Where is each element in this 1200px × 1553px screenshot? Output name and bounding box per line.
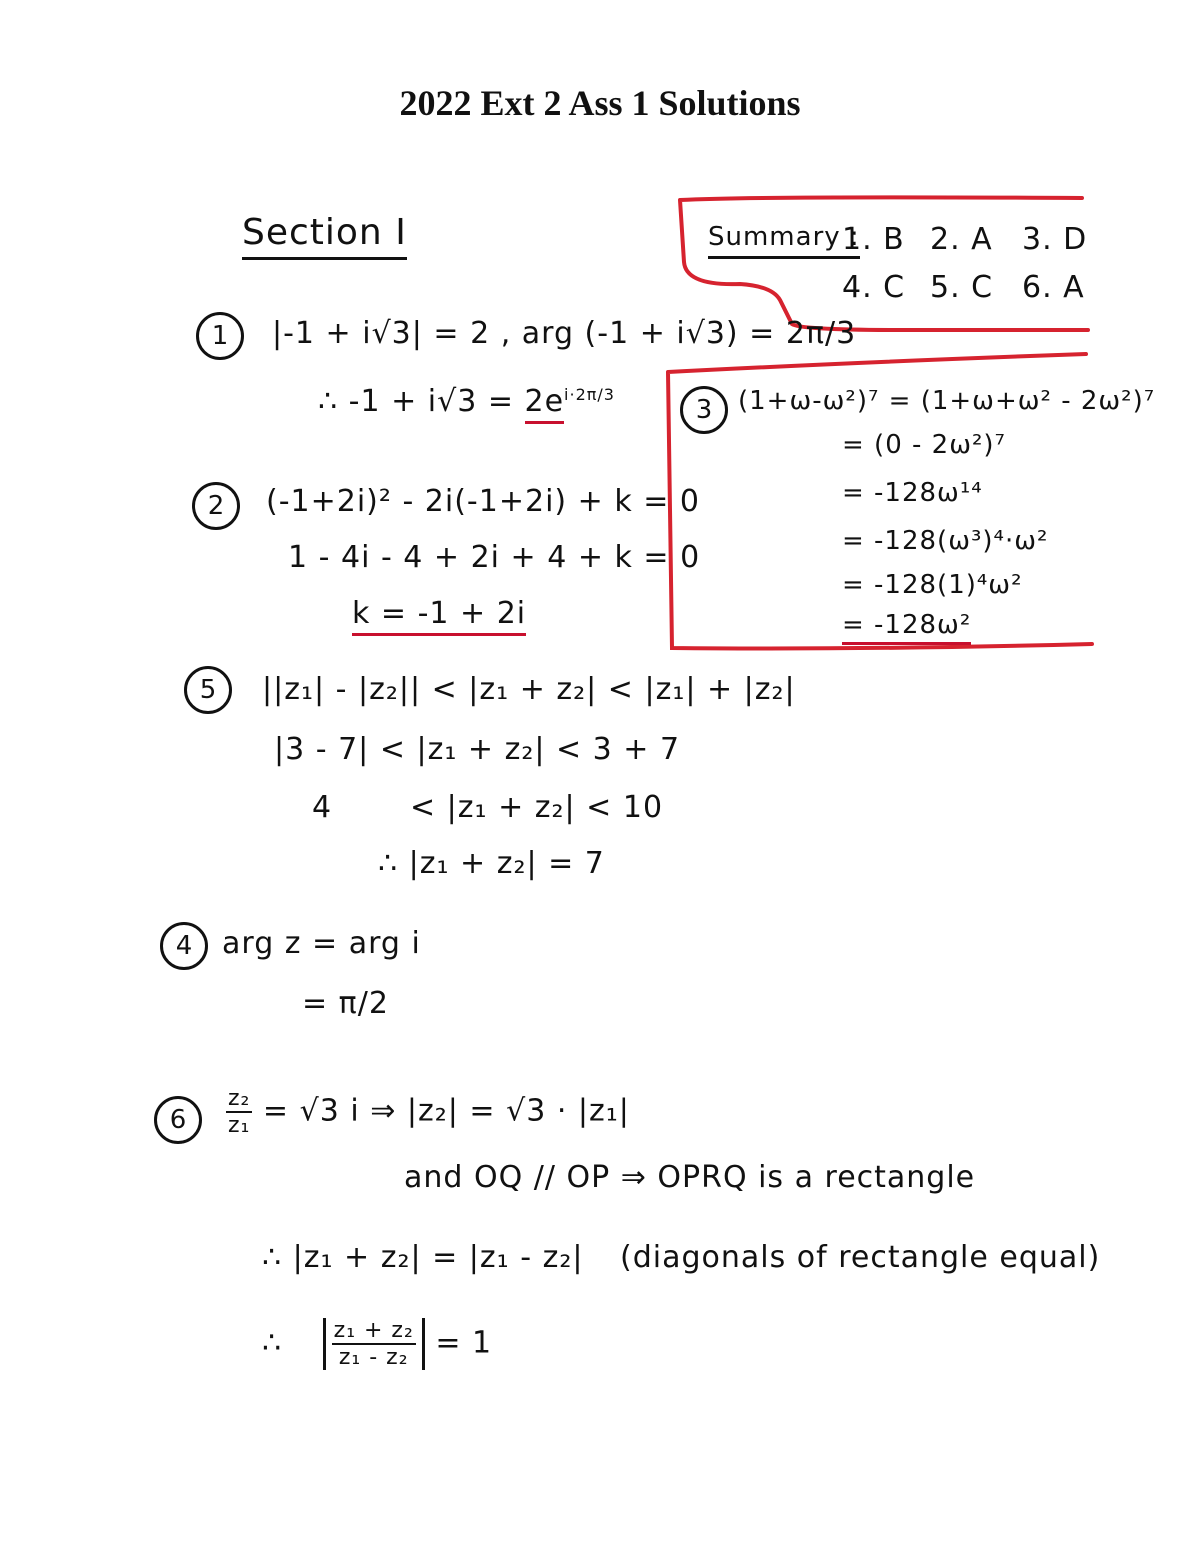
q5-line3-left: 4 (312, 790, 333, 825)
q1-line2: ∴ $-1 + i√3 = 2e^{i\cdot 2\pi/3}$ (318, 384, 615, 419)
summary-answer: 2. A (930, 222, 993, 257)
q3-line3: = -128ω¹⁴ (842, 478, 983, 508)
q6-line4-fraction: $\frac{\text{z₁ + z₂}}{\text{z₁ - z₂}}$ (333, 1318, 414, 1370)
q3-line5: = -128(1)⁴ω² (842, 570, 1023, 600)
q6-fraction: $\frac{\text{z₂}}{\text{z₁}}$ (228, 1086, 251, 1138)
summary-answer: 4. C (842, 270, 906, 305)
question-number: 1 (196, 312, 244, 360)
q2-line1: (-1+2i)² - 2i(-1+2i) + k = 0 (266, 484, 700, 519)
q4-line1: arg z = arg i (222, 926, 421, 961)
q5-line3-right: < |z₁ + z₂| < 10 (410, 790, 664, 825)
question-number: 5 (184, 666, 232, 714)
question-number: 2 (192, 482, 240, 530)
q3-line1: (1+ω-ω²)⁷ = (1+ω+ω² - 2ω²)⁷ (738, 386, 1156, 416)
q2-answer: k = -1 + 2i (352, 596, 526, 636)
summary-answer: 3. D (1022, 222, 1088, 257)
q3-line2: = (0 - 2ω²)⁷ (842, 430, 1006, 460)
q4-line2: = π/2 (302, 986, 389, 1021)
q6-line3: ∴ |z₁ + z₂| = |z₁ - z₂| (262, 1240, 584, 1275)
summary-answer: 1. B (842, 222, 905, 257)
summary-answer: 5. C (930, 270, 994, 305)
q6-line4: ∴ $\frac{\text{z₁ + z₂}}{\text{z₁ - z₂}}$ = 1 (262, 1318, 493, 1370)
summary-frame (680, 197, 1088, 330)
q1-line1: |-1 + i√3| = 2 , arg (-1 + i√3) = 2π/3 (272, 316, 857, 351)
q6-line3-note: (diagonals of rectangle equal) (620, 1240, 1101, 1275)
question-number: 6 (154, 1096, 202, 1144)
q3-answer: = -128ω² (842, 610, 971, 640)
question-number: 4 (160, 922, 208, 970)
q3-line4: = -128(ω³)⁴·ω² (842, 526, 1049, 556)
q6-line1: $\frac{\text{z₂}}{\text{z₁}}$ = √3 i ⇒ |z₂| = √3 · |z₁| (228, 1086, 630, 1138)
page-title: 2022 Ext 2 Ass 1 Solutions (399, 83, 801, 123)
summary-answer: 6. A (1022, 270, 1085, 305)
q6-line2: and OQ // OP ⇒ OPRQ is a rectangle (404, 1160, 976, 1195)
q5-line2: |3 - 7| < |z₁ + z₂| < 3 + 7 (274, 732, 681, 767)
section-heading: Section I (242, 212, 407, 260)
q2-line2: 1 - 4i - 4 + 2i + 4 + k = 0 (288, 540, 701, 575)
q5-line1: ||z₁| - |z₂|| < |z₁ + z₂| < |z₁| + |z₂| (262, 672, 796, 707)
summary-label: Summary : (708, 222, 860, 252)
question-number: 3 (680, 386, 728, 434)
q5-line4: ∴ |z₁ + z₂| = 7 (378, 846, 605, 881)
